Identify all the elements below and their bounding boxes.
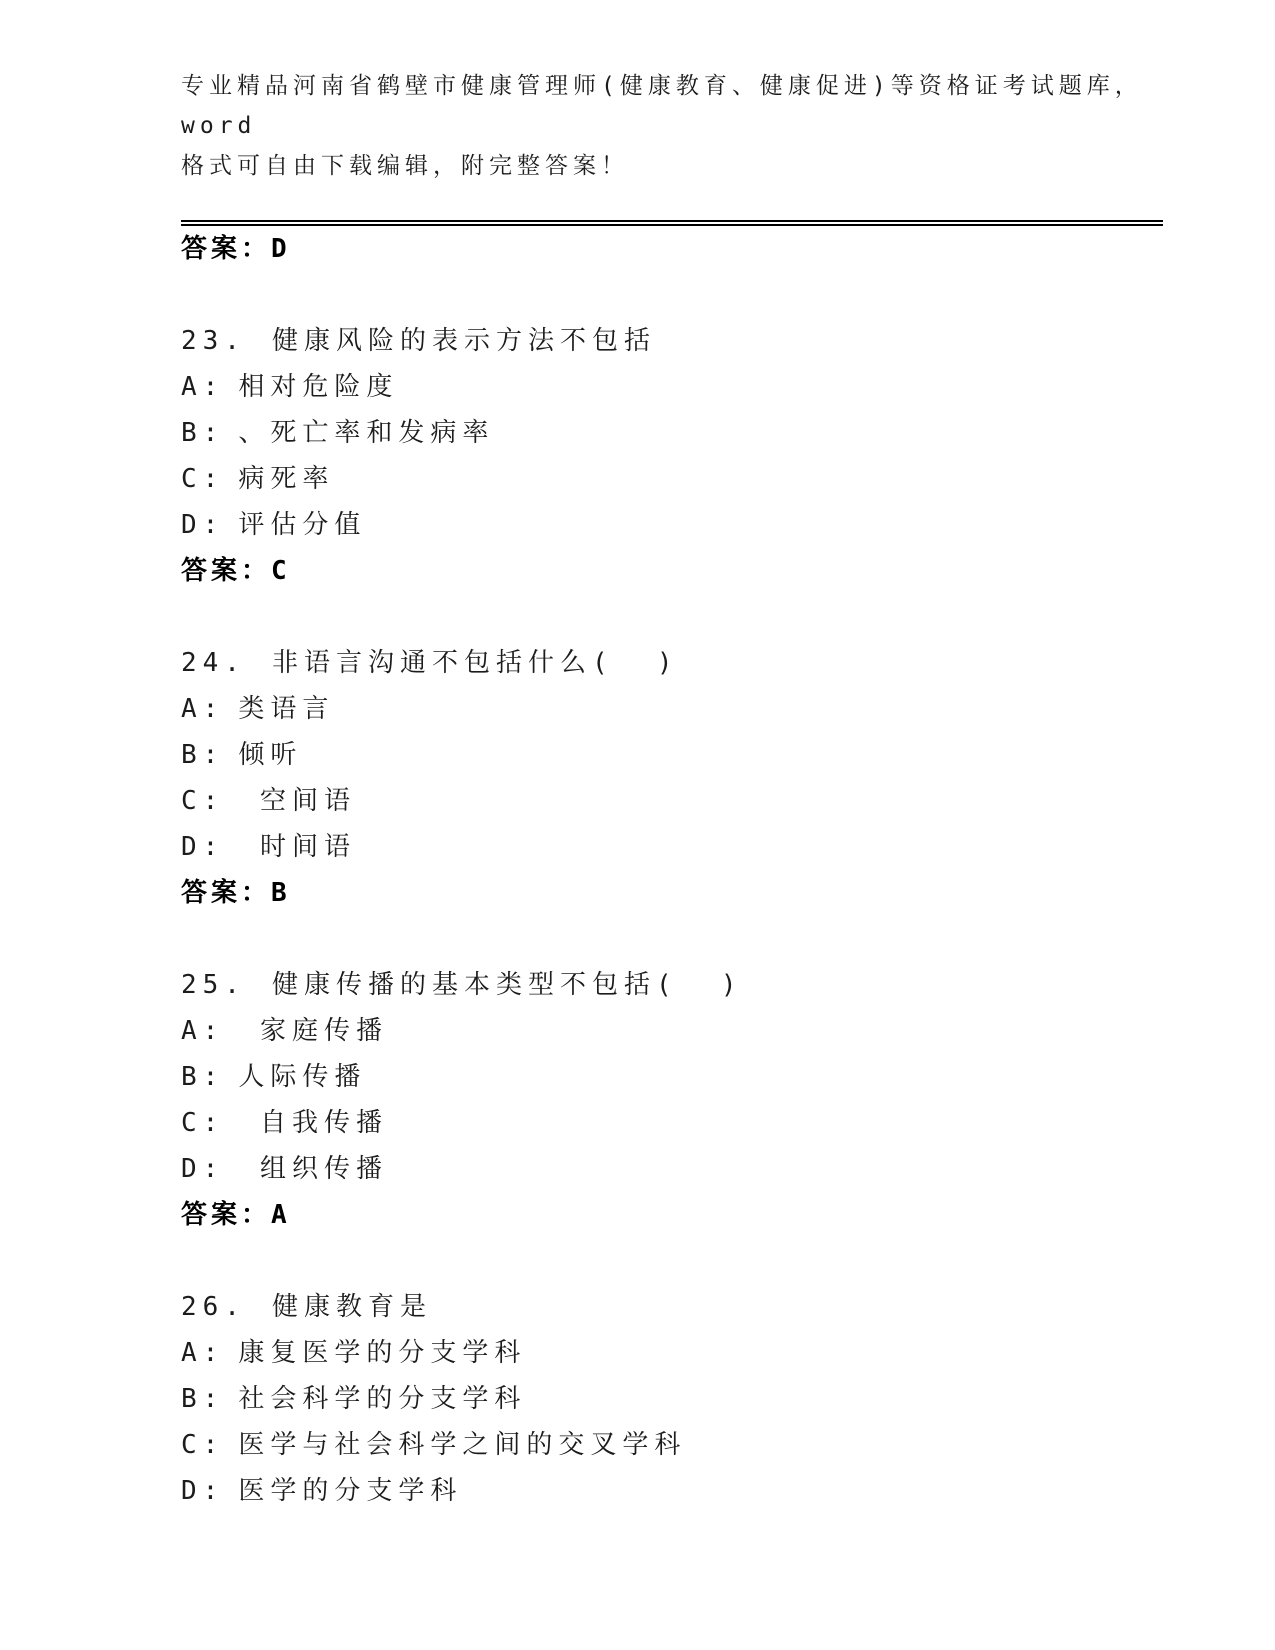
option-text: 病死率 bbox=[238, 464, 335, 494]
answer-label: 答案： bbox=[181, 1200, 272, 1230]
question-text: 健康风险的表示方法不包括 bbox=[271, 326, 656, 356]
question-block-24 bbox=[181, 640, 1163, 916]
option-text: 医学与社会科学之间的交叉学科 bbox=[238, 1430, 687, 1460]
option-d bbox=[181, 1468, 1163, 1514]
option-b bbox=[181, 732, 1163, 778]
question-line bbox=[181, 640, 1163, 686]
question-number: 24. bbox=[181, 648, 246, 678]
option-b bbox=[181, 410, 1163, 456]
option-text: 评估分值 bbox=[238, 510, 367, 540]
option-label: A: bbox=[181, 1338, 225, 1368]
question-line bbox=[181, 1284, 1163, 1330]
option-text: 人际传播 bbox=[238, 1062, 367, 1092]
option-label: D: bbox=[181, 510, 225, 540]
option-b bbox=[181, 1054, 1163, 1100]
header-line-2: 格式可自由下载编辑，附完整答案！ bbox=[181, 153, 629, 179]
option-text: 家庭传播 bbox=[238, 1016, 388, 1046]
document-header bbox=[181, 66, 1163, 186]
question-block-25 bbox=[181, 962, 1163, 1238]
option-text: 康复医学的分支学科 bbox=[238, 1338, 527, 1368]
question-block-26 bbox=[181, 1284, 1163, 1514]
option-c bbox=[181, 1422, 1163, 1468]
question-block-23 bbox=[181, 318, 1163, 594]
option-text: 时间语 bbox=[238, 832, 356, 862]
option-text: 类语言 bbox=[238, 694, 335, 724]
question-number: 26. bbox=[181, 1292, 246, 1322]
option-label: C: bbox=[181, 1430, 225, 1460]
answer-label: 答案： bbox=[181, 556, 272, 586]
carryover-answer-line bbox=[181, 226, 1163, 272]
question-text: 健康传播的基本类型不包括( ) bbox=[271, 970, 743, 1000]
option-a bbox=[181, 686, 1163, 732]
option-d bbox=[181, 502, 1163, 548]
option-label: A: bbox=[181, 1016, 225, 1046]
question-text: 健康教育是 bbox=[271, 1292, 432, 1322]
option-text: 医学的分支学科 bbox=[238, 1476, 463, 1506]
option-text: 倾听 bbox=[238, 740, 303, 770]
option-label: C: bbox=[181, 786, 225, 816]
option-label: A: bbox=[181, 372, 225, 402]
option-a bbox=[181, 1008, 1163, 1054]
option-label: C: bbox=[181, 1108, 225, 1138]
option-label: D: bbox=[181, 1476, 225, 1506]
question-number: 23. bbox=[181, 326, 246, 356]
option-label: D: bbox=[181, 1154, 225, 1184]
answer-label: 答案： bbox=[181, 234, 272, 264]
option-text: 自我传播 bbox=[238, 1108, 388, 1138]
option-b bbox=[181, 1376, 1163, 1422]
option-c bbox=[181, 1100, 1163, 1146]
option-text: 相对危险度 bbox=[238, 372, 399, 402]
answer-value: A bbox=[271, 1200, 291, 1230]
option-a bbox=[181, 1330, 1163, 1376]
option-label: B: bbox=[181, 1062, 225, 1092]
header-line-1: 专业精品河南省鹤壁市健康管理师(健康教育、健康促进)等资格证考试题库，word bbox=[181, 73, 1143, 139]
option-label: D: bbox=[181, 832, 225, 862]
answer-value: C bbox=[271, 556, 291, 586]
question-text: 非语言沟通不包括什么( ) bbox=[271, 648, 679, 678]
question-line bbox=[181, 962, 1163, 1008]
option-label: B: bbox=[181, 1384, 225, 1414]
answer-line bbox=[181, 1192, 1163, 1238]
option-text: 组织传播 bbox=[238, 1154, 388, 1184]
option-d bbox=[181, 1146, 1163, 1192]
option-label: B: bbox=[181, 740, 225, 770]
answer-line bbox=[181, 870, 1163, 916]
option-label: C: bbox=[181, 464, 225, 494]
answer-value: B bbox=[271, 878, 291, 908]
answer-label: 答案： bbox=[181, 878, 272, 908]
option-c bbox=[181, 778, 1163, 824]
option-label: A: bbox=[181, 694, 225, 724]
answer-line bbox=[181, 548, 1163, 594]
answer-value: D bbox=[271, 234, 291, 264]
option-text: 空间语 bbox=[238, 786, 356, 816]
question-line bbox=[181, 318, 1163, 364]
option-text: 社会科学的分支学科 bbox=[238, 1384, 527, 1414]
option-label: B: bbox=[181, 418, 225, 448]
option-d bbox=[181, 824, 1163, 870]
option-text: 、死亡率和发病率 bbox=[238, 418, 495, 448]
option-c bbox=[181, 456, 1163, 502]
option-a bbox=[181, 364, 1163, 410]
question-number: 25. bbox=[181, 970, 246, 1000]
